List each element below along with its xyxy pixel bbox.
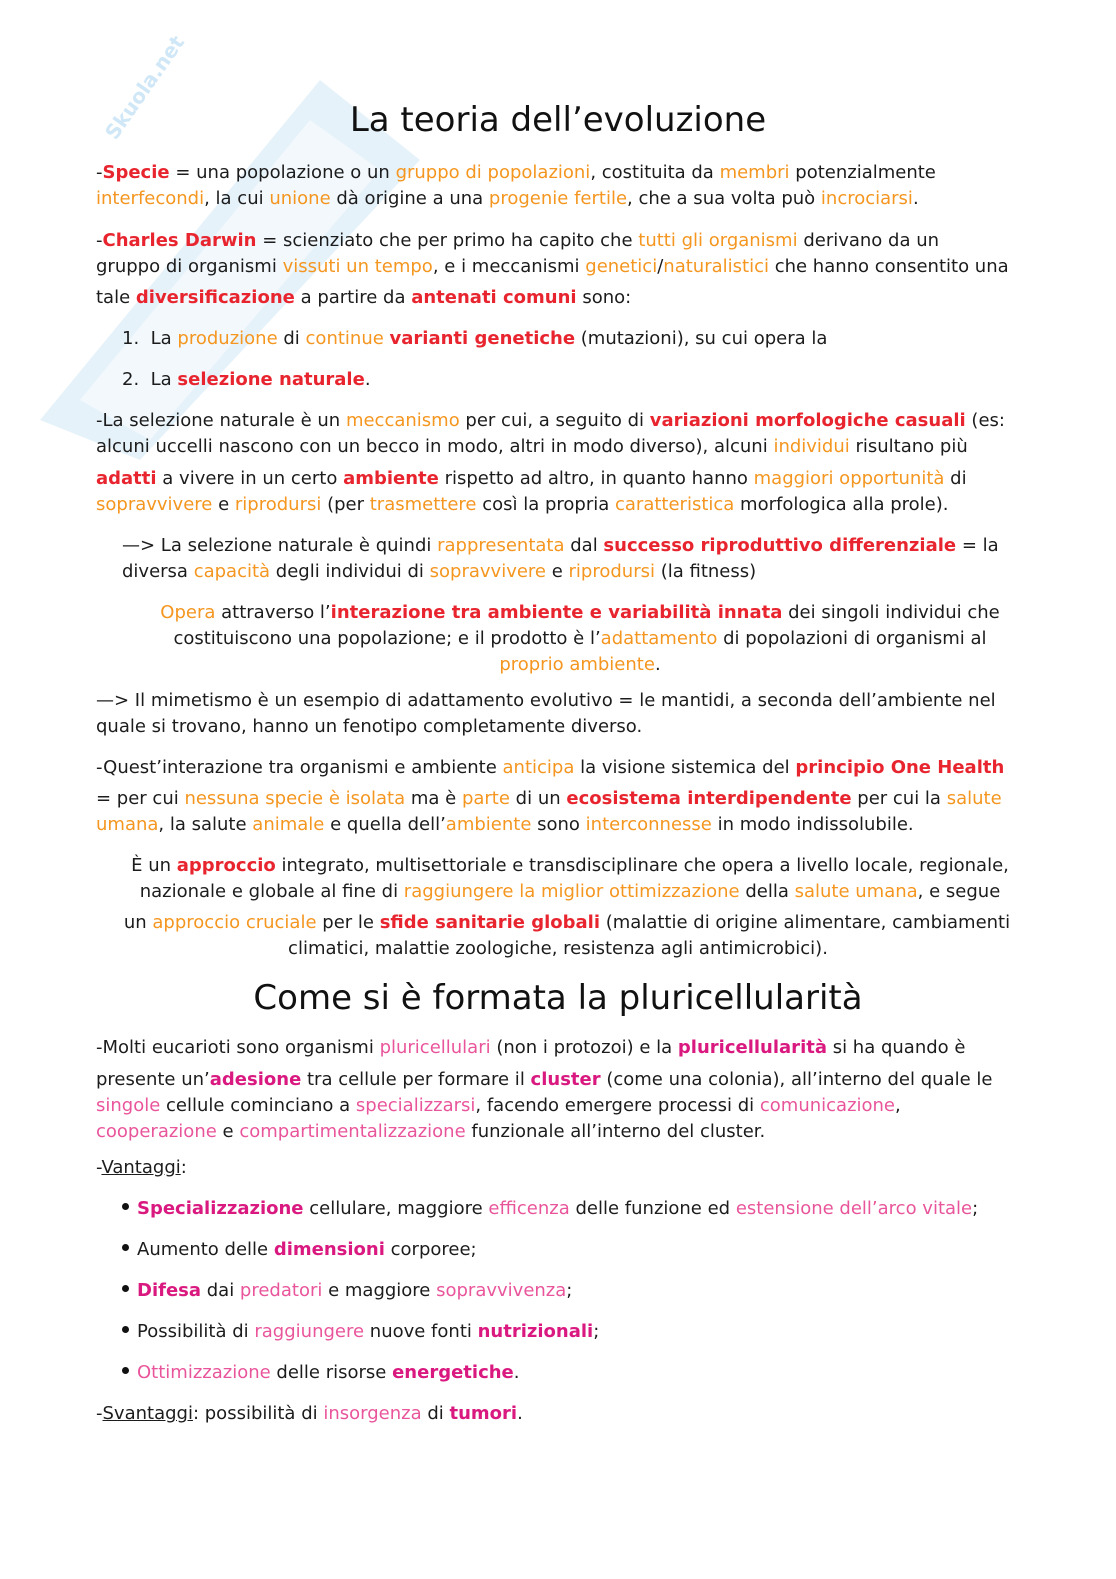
darwin-list-item-2	[122, 369, 371, 391]
text: -	[96, 1157, 102, 1178]
text: -	[96, 230, 103, 251]
text: .	[654, 654, 661, 675]
text: cellulare, maggiore	[303, 1198, 489, 1219]
highlight: naturalistici	[663, 256, 769, 277]
text: ;	[972, 1198, 979, 1219]
text: nuove fonti	[364, 1321, 478, 1342]
highlight: incrociarsi	[820, 188, 913, 209]
highlight: anticipa	[502, 757, 575, 778]
text: e	[216, 1121, 240, 1142]
highlight: proprio ambiente	[499, 654, 655, 675]
vantaggi-item	[122, 1198, 978, 1220]
vantaggi-item	[122, 1239, 477, 1261]
term: approccio	[176, 855, 276, 876]
onehealth-line-2	[96, 788, 1002, 810]
highlight: rappresentata	[437, 535, 565, 556]
page-title: La teoria dell’evoluzione	[349, 100, 767, 140]
heading-label: Svantaggi	[102, 1403, 193, 1424]
highlight: meccanismo	[345, 410, 460, 431]
opera-line-2	[0, 628, 1116, 650]
highlight: approccio cruciale	[152, 912, 317, 933]
text: dà origine a una	[330, 188, 489, 209]
text: .	[513, 1362, 520, 1383]
approccio-line-1	[0, 855, 1116, 877]
text: attraverso l’	[215, 602, 331, 623]
highlight: raggiungere la miglior ottimizzazione	[403, 881, 740, 902]
text: di popolazioni di organismi al	[717, 628, 987, 649]
darwin-list-item-1	[122, 328, 827, 350]
text: (malattie di origine alimentare, cambiamenti	[600, 912, 1011, 933]
text: che hanno consentito una	[768, 256, 1009, 277]
text: = scienziato che per primo ha capito che	[256, 230, 639, 251]
text: funzionale all’interno del cluster.	[465, 1121, 766, 1142]
approccio-line-2	[0, 881, 1116, 903]
text: = una popolazione o un	[169, 162, 396, 183]
bullet-icon	[122, 1203, 129, 1210]
bullet-icon	[122, 1326, 129, 1333]
highlight: maggiori opportunità	[753, 468, 945, 489]
text: nazionale e globale al fine di	[139, 881, 404, 902]
term: energetiche	[392, 1362, 514, 1383]
highlight: sopravvivere	[96, 494, 213, 515]
text: (mutazioni), su cui opera la	[575, 328, 828, 349]
term: cluster	[530, 1069, 601, 1090]
text: .	[364, 369, 371, 390]
text: della	[739, 881, 795, 902]
text: di	[421, 1403, 450, 1424]
text: dai	[201, 1280, 240, 1301]
vantaggi-item	[122, 1280, 572, 1302]
text: —> La selezione naturale è quindi	[122, 535, 438, 556]
term-specie: Specie	[102, 162, 170, 183]
term: successo riproduttivo differenziale	[603, 535, 957, 556]
vantaggi-heading	[96, 1157, 187, 1179]
pluri-line-4	[96, 1121, 765, 1143]
highlight: specializzarsi	[355, 1095, 476, 1116]
text: sono	[531, 814, 586, 835]
text: Possibilità di	[137, 1321, 255, 1342]
term: principio One Health	[795, 757, 1005, 778]
highlight: efficenza	[488, 1198, 570, 1219]
text: e	[212, 494, 235, 515]
text: (la fitness)	[655, 561, 757, 582]
highlight: predatori	[239, 1280, 323, 1301]
text: in modo indissolubile.	[711, 814, 914, 835]
text: per cui la	[851, 788, 947, 809]
highlight: progenie fertile	[488, 188, 628, 209]
specie-line-1	[96, 162, 936, 184]
highlight: caratteristica	[615, 494, 735, 515]
text: risultano più	[849, 436, 968, 457]
highlight: adattamento	[600, 628, 718, 649]
highlight: vissuti un tempo	[282, 256, 433, 277]
term: dimensioni	[273, 1239, 385, 1260]
highlight: gruppo di popolazioni	[395, 162, 591, 183]
text: di un	[509, 788, 567, 809]
text: È un	[131, 855, 177, 876]
highlight: Ottimizzazione	[137, 1362, 271, 1383]
text: di	[277, 328, 306, 349]
text: , la salute	[158, 814, 253, 835]
text: .	[517, 1403, 523, 1424]
text: (non i protozoi) e la	[490, 1037, 678, 1058]
text: la visione sistemica del	[574, 757, 796, 778]
highlight: cooperazione	[96, 1121, 217, 1142]
highlight: singole	[96, 1095, 161, 1116]
text: (come una colonia), all’interno del quale le	[600, 1069, 993, 1090]
term: diversificazione	[135, 287, 295, 308]
highlight: tutti gli organismi	[638, 230, 798, 251]
text: Aumento delle	[137, 1239, 274, 1260]
text: morfologica alla prole).	[734, 494, 949, 515]
text: delle risorse	[270, 1362, 393, 1383]
text: = la	[956, 535, 999, 556]
term: pluricellularità	[677, 1037, 827, 1058]
text: ma è	[405, 788, 462, 809]
term-darwin: Charles Darwin	[102, 230, 257, 251]
text: a partire da	[294, 287, 412, 308]
highlight: insorgenza	[323, 1403, 422, 1424]
bullet-icon	[122, 1244, 129, 1251]
successo-line-1	[122, 535, 999, 557]
text: , costituita da	[590, 162, 720, 183]
text: tra cellule per formare il	[301, 1069, 531, 1090]
darwin-line-3	[96, 287, 631, 309]
text: derivano da un	[797, 230, 940, 251]
highlight: ambiente	[445, 814, 532, 835]
section-title: Come si è formata la pluricellularità	[253, 978, 863, 1018]
selezione-line-3	[96, 468, 967, 490]
term: antenati comuni	[411, 287, 577, 308]
text: -	[96, 162, 103, 183]
text: -Quest’interazione tra organismi e ambiente	[96, 757, 503, 778]
highlight: individui	[773, 436, 850, 457]
highlight: Opera	[160, 602, 216, 623]
text: -Molti eucarioti sono organismi	[96, 1037, 380, 1058]
term: variazioni morfologiche casuali	[649, 410, 966, 431]
text: e quella dell’	[324, 814, 446, 835]
text: così la propria	[476, 494, 615, 515]
successo-line-2	[122, 561, 756, 583]
bullet-icon	[122, 1285, 129, 1292]
text: costituiscono una popolazione; e il prodotto è l’	[173, 628, 601, 649]
text: dal	[564, 535, 604, 556]
text: , e segue	[917, 881, 1001, 902]
text: La	[150, 369, 178, 390]
highlight: interfecondi	[96, 188, 205, 209]
vantaggi-item	[122, 1321, 599, 1343]
text: (es:	[965, 410, 1005, 431]
highlight: interconnesse	[585, 814, 712, 835]
text: -La selezione naturale è un	[96, 410, 346, 431]
term: ambiente	[343, 468, 439, 489]
text: per le	[316, 912, 380, 933]
text: diversa	[122, 561, 194, 582]
text: cellule cominciano a	[160, 1095, 356, 1116]
term: ecosistema interdipendente	[566, 788, 852, 809]
text: delle funzione ed	[569, 1198, 736, 1219]
term: tumori	[449, 1403, 518, 1424]
text: dei singoli individui che	[782, 602, 1000, 623]
highlight: membri	[719, 162, 790, 183]
highlight: parte	[461, 788, 510, 809]
highlight: salute	[946, 788, 1002, 809]
text: tale	[96, 287, 136, 308]
term: selezione naturale	[177, 369, 365, 390]
onehealth-line-3	[96, 814, 914, 836]
highlight: produzione	[177, 328, 278, 349]
text: integrato, multisettoriale e transdisciplinare che opera a livello locale, regionale,	[275, 855, 1009, 876]
text: ,	[895, 1095, 901, 1116]
list-number: 2.	[122, 369, 140, 390]
bullet-icon	[122, 1367, 129, 1374]
highlight: animale	[252, 814, 325, 835]
text: ;	[593, 1321, 600, 1342]
term: interazione tra ambiente e variabilità innata	[330, 602, 783, 623]
mimetismo-line-2: quale si trovano, hanno un fenotipo completamente diverso.	[96, 716, 643, 737]
highlight: trasmettere	[369, 494, 477, 515]
highlight: capacità	[193, 561, 271, 582]
opera-line-1	[0, 602, 1116, 624]
text: La	[150, 328, 178, 349]
highlight: sopravvivenza	[436, 1280, 567, 1301]
text: rispetto ad altro, in quanto hanno	[438, 468, 754, 489]
highlight: riprodursi	[234, 494, 322, 515]
text: potenzialmente	[789, 162, 936, 183]
highlight: genetici	[585, 256, 658, 277]
selezione-line-4	[96, 494, 948, 516]
highlight: riprodursi	[568, 561, 655, 582]
term: varianti genetiche	[389, 328, 576, 349]
text: degli individui di	[270, 561, 430, 582]
highlight: compartimentalizzazione	[239, 1121, 466, 1142]
text: -	[96, 1403, 103, 1424]
highlight: nessuna specie è isolata	[184, 788, 406, 809]
text: .	[912, 188, 919, 209]
darwin-line-1	[96, 230, 939, 252]
pluri-line-1	[96, 1037, 965, 1059]
text: presente un’	[96, 1069, 210, 1090]
highlight: unione	[269, 188, 331, 209]
text: a vivere in un certo	[156, 468, 344, 489]
watermark-text: Skuola.net	[100, 30, 190, 144]
text: /	[657, 256, 664, 277]
highlight: umana	[96, 814, 159, 835]
text: corporee;	[384, 1239, 477, 1260]
text: alcuni uccelli nascono con un becco in modo, altri in modo diverso), alcuni	[96, 436, 774, 457]
text: : possibilità di	[192, 1403, 324, 1424]
pluri-line-2	[96, 1069, 992, 1091]
text: per cui, a seguito di	[459, 410, 650, 431]
vantaggi-item	[122, 1362, 520, 1384]
text: e	[546, 561, 569, 582]
mimetismo-line-1: —> Il mimetismo è un esempio di adattamento evolutivo = le mantidi, a seconda dell’ambiente nel	[96, 690, 996, 711]
text: si ha quando è	[826, 1037, 966, 1058]
selezione-line-1	[96, 410, 1005, 432]
list-number: 1.	[122, 328, 140, 349]
text: , che a sua volta può	[627, 188, 821, 209]
pluri-line-3	[96, 1095, 901, 1117]
text: , la cui	[204, 188, 270, 209]
text: :	[180, 1157, 187, 1178]
heading-label: Vantaggi	[101, 1157, 181, 1178]
highlight: pluricellulari	[379, 1037, 491, 1058]
approccio-line-4: climatici, malattie zoologiche, resistenza agli antimicrobici).	[288, 938, 828, 959]
text: sono:	[576, 287, 632, 308]
highlight: sopravvivere	[429, 561, 546, 582]
term: adesione	[209, 1069, 302, 1090]
term: Difesa	[137, 1280, 202, 1301]
text: (per	[321, 494, 370, 515]
text: , facendo emergere processi di	[475, 1095, 760, 1116]
text: , e i meccanismi	[432, 256, 586, 277]
text: gruppo di organismi	[96, 256, 283, 277]
text: = per cui	[96, 788, 185, 809]
highlight: estensione dell’arco vitale	[735, 1198, 973, 1219]
term: Specializzazione	[137, 1198, 304, 1219]
term: sfide sanitarie globali	[379, 912, 601, 933]
text: e maggiore	[322, 1280, 437, 1301]
highlight: comunicazione	[759, 1095, 896, 1116]
opera-line-3	[0, 654, 1116, 676]
text: ;	[566, 1280, 573, 1301]
term: adatti	[96, 468, 157, 489]
approccio-line-3	[0, 912, 1116, 934]
onehealth-line-1	[96, 757, 1004, 779]
darwin-line-2	[96, 256, 1009, 278]
highlight: raggiungere	[254, 1321, 365, 1342]
text: di	[944, 468, 967, 489]
selezione-line-2	[96, 436, 968, 458]
highlight: salute umana	[794, 881, 918, 902]
term: nutrizionali	[477, 1321, 594, 1342]
specie-line-2	[96, 188, 919, 210]
text: un	[123, 912, 153, 933]
svantaggi-line	[96, 1403, 523, 1425]
highlight: continue	[305, 328, 384, 349]
